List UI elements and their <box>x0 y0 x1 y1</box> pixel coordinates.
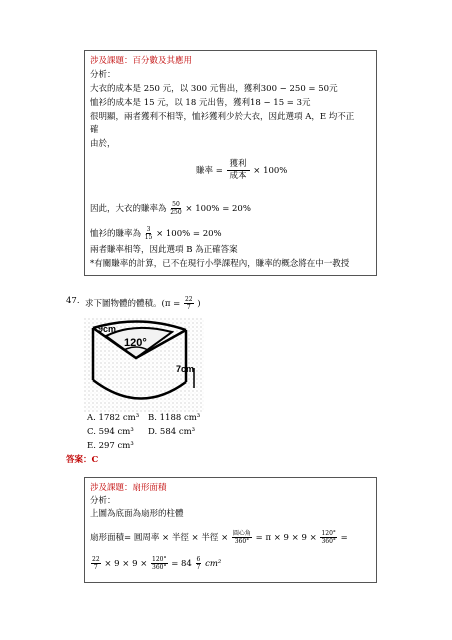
area-numerator-2: 120° <box>321 530 336 537</box>
analysis-label-1: 分析： <box>90 70 116 80</box>
calc-eq: = 84 <box>171 559 192 569</box>
area-fraction-2 <box>320 530 336 545</box>
coat-fraction <box>170 201 181 216</box>
pi-numerator: 22 <box>184 296 193 303</box>
shirt-numerator: 3 <box>146 226 151 233</box>
option-a[interactable]: A. 1782 cm³ <box>87 413 140 423</box>
coat-denominator: 250 <box>170 209 182 216</box>
area-end: = <box>340 533 348 543</box>
shirt-fraction <box>145 226 153 241</box>
pi-denominator: 7 <box>186 304 191 311</box>
coat-prefix: 因此，大衣的賺率為 <box>90 204 167 214</box>
sector-area-calc <box>90 556 221 571</box>
coat-rhs: × 100% = 20% <box>185 204 251 214</box>
formula-denominator: 成本 <box>229 171 247 181</box>
coat-numerator: 50 <box>172 201 180 208</box>
analysis-label-2: 分析： <box>90 496 116 506</box>
calc-denominator-1: 7 <box>93 564 98 571</box>
text-line: 兩者賺率相等，因此選項 B 為正確答案 <box>90 245 238 255</box>
calc-unit: cm² <box>205 559 222 569</box>
formula-lhs: 賺率 = <box>196 166 223 176</box>
topic-heading-2: 涉及課題：扇形面積 <box>90 483 167 493</box>
text-line: 大衣的成本是 250 元，以 300 元售出，獲利300 − 250 = 50元 <box>90 84 338 94</box>
question-text <box>85 296 201 311</box>
question-body: 求下圖物體的體積。(π = <box>85 299 181 309</box>
question-number: 47. <box>66 296 80 306</box>
text-line: 很明顯，兩者獲利不相等，恤衫獲利少於大衣，因此選項 A，E 均不正 <box>90 112 355 122</box>
calc-fraction-2 <box>151 556 167 571</box>
area-denominator-1: 360° <box>234 538 250 545</box>
calc-numerator-1: 22 <box>92 556 100 563</box>
shirt-rate-line <box>90 226 222 241</box>
calc-fraction-numerator: 6 <box>196 556 201 563</box>
option-c[interactable]: C. 594 cm³ <box>87 427 134 437</box>
topic-heading-1: 涉及課題：百分數及其應用 <box>90 56 193 66</box>
text-line: 確 <box>90 125 99 135</box>
area-numerator-1: 圓心角 <box>232 530 251 537</box>
area-fraction-1 <box>232 530 252 545</box>
text-line: 上圖為底面為扇形的柱體 <box>90 509 184 519</box>
option-b[interactable]: B. 1188 cm³ <box>148 413 201 423</box>
formula-numerator: 獲利 <box>227 159 250 171</box>
calc-numerator-2: 120° <box>152 556 167 563</box>
area-denominator-2: 360° <box>321 538 336 545</box>
text-line: *有關賺率的計算，已不在現行小學課程內，賺率的概念將在中一教授 <box>90 259 350 269</box>
answer-label: 答案：C <box>66 455 99 465</box>
pi-fraction <box>184 296 194 311</box>
profit-rate-formula <box>196 159 287 182</box>
height-label: 7cm <box>176 364 195 374</box>
sector-prism-figure <box>84 318 204 412</box>
area-mid: = π × 9 × 9 × <box>255 533 317 543</box>
text-line: 由於， <box>90 139 116 149</box>
calc-mixed-fraction <box>196 556 202 571</box>
calc-fraction-1 <box>91 556 101 571</box>
shirt-denominator: 15 <box>144 234 153 241</box>
question-close: ) <box>197 299 201 309</box>
formula-fraction <box>227 159 250 182</box>
calc-denominator-2: 360° <box>152 564 167 571</box>
formula-rhs: × 100% <box>253 166 288 176</box>
option-e[interactable]: E. 297 cm³ <box>87 441 134 451</box>
coat-rate-line <box>90 201 251 216</box>
sector-area-formula <box>90 530 348 545</box>
option-d[interactable]: D. 584 cm³ <box>148 427 196 437</box>
radius-label: 9cm <box>98 324 117 334</box>
shirt-rhs: × 100% = 20% <box>156 229 222 239</box>
angle-label: 120° <box>124 337 147 349</box>
calc-fraction-denominator: 7 <box>196 564 201 571</box>
area-prefix: 扇形面積= 圓周率 × 半徑 × 半徑 × <box>90 533 229 543</box>
shirt-prefix: 恤衫的賺率為 <box>90 229 142 239</box>
text-line: 恤衫的成本是 15 元，以 18 元出售，獲利18 − 15 = 3元 <box>90 98 311 108</box>
calc-mid: × 9 × 9 × <box>104 559 148 569</box>
